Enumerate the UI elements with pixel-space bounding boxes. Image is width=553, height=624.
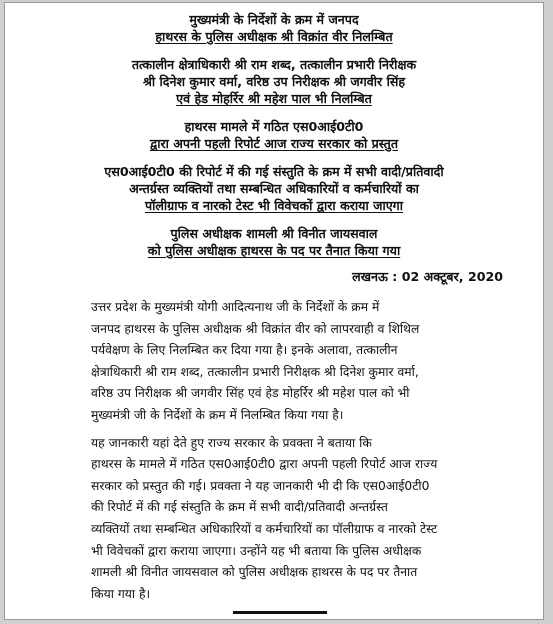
paragraph-line: यह जानकारी यहां देते हुए राज्य सरकार के प्रवक्ता ने बताया कि (91, 435, 372, 450)
body-paragraph (5, 297, 543, 427)
headline-block (5, 118, 543, 152)
headline-block (5, 163, 543, 214)
headline-line: श्री दिनेश कुमार वर्मा, वरिष्ठ उप निरीक्षक श्री जगवीर सिंह (142, 74, 406, 89)
press-release-document (4, 2, 544, 620)
paragraph-line: क्षेत्राधिकारी श्री राम शब्द, तत्कालीन प्रभारी निरीक्षक श्री दिनेश कुमार वर्मा, (91, 364, 419, 379)
paragraph-line: व्यक्तियों तथा सम्बन्धित अधिकारियों व कर्मचारियों का पॉलीग्राफ व नारको टेस्ट (91, 521, 438, 536)
paragraph-line: जनपद हाथरस के पुलिस अधीक्षक श्री विक्रांत वीर को लापरवाही व शिथिल (91, 321, 420, 336)
paragraph-line: उत्तर प्रदेश के मुख्यमंत्री योगी आदित्यनाथ जी के निर्देशों के क्रम में (91, 300, 380, 314)
end-separator (233, 611, 327, 614)
headline-line: एस0आई0टी0 की रिपोर्ट में की गई संस्तुति के क्रम में सभी वादी/प्रतिवादी (104, 164, 444, 179)
headline-line: को पुलिस अधीक्षक हाथरस के पद पर तैनात किया गया (147, 243, 401, 258)
headline-line: अन्तर्ग्रस्त व्यक्तियों तथा सम्बन्धित अधिकारियों व कर्मचारियों का (129, 181, 419, 196)
paragraph-line: पर्यवेक्षण के लिए निलम्बित कर दिया गया है। इनके अलावा, तत्कालीन (91, 343, 398, 358)
paragraph-line: वरिष्ठ उप निरीक्षक श्री जगवीर सिंह एवं हेड मोहर्रिर श्री महेश पाल को भी (91, 386, 410, 401)
headline-line: हाथरस मामले में गठित एस0आई0टी0 (184, 119, 364, 134)
headline-block (5, 11, 543, 45)
headline-line: पॉलीग्राफ व नारको टेस्ट भी विवेचकों द्वारा कराया जाएगा (144, 198, 404, 213)
paragraph-line: मुख्यमंत्री जी के निर्देशों के क्रम में निलम्बित किया गया है। (91, 407, 344, 422)
headline-line: तत्कालीन क्षेत्राधिकारी श्री राम शब्द, तत्कालीन प्रभारी निरीक्षक (131, 57, 417, 72)
paragraph-line: की रिपोर्ट में की गई संस्तुति के क्रम में सभी वादी/प्रतिवादी अन्तर्ग्रस्त (91, 500, 388, 515)
dateline: लखनऊ : 02 अक्टूबर, 2020 (352, 269, 503, 284)
headline-line: हाथरस के पुलिस अधीक्षक श्री विक्रांत वीर निलम्बित (155, 29, 393, 44)
paragraph-line: भी विवेचकों द्वारा कराया जाएगा। उन्होंने यह भी बताया कि पुलिस अधीक्षक (91, 543, 422, 558)
headline-line: द्वारा अपनी पहली रिपोर्ट आज राज्य सरकार को प्रस्तुत (149, 136, 399, 151)
paragraph-line: किया गया है। (91, 586, 151, 601)
paragraph-line: हाथरस के मामले में गठित एस0आई0टी0 द्वारा अपनी पहली रिपोर्ट आज राज्य (91, 457, 438, 472)
headline-block (5, 56, 543, 107)
headline-block (5, 225, 543, 259)
paragraph-line: सरकार को प्रस्तुत की गई। प्रवक्ता ने यह जानकारी भी दी कि एस0आई0टी0 (91, 478, 430, 493)
headline-line: एवं हेड मोहर्रिर श्री महेश पाल भी निलम्बित (176, 91, 372, 106)
paragraph-line: शामली श्री विनीत जायसवाल को पुलिस अधीक्षक हाथरस के पद पर तैनात (91, 565, 418, 580)
headlines (5, 3, 543, 259)
body-paragraph (5, 433, 543, 606)
headline-line: मुख्यमंत्री के निर्देशों के क्रम में जनपद (189, 12, 359, 27)
headline-line: पुलिस अधीक्षक शामली श्री विनीत जायसवाल (170, 226, 378, 241)
